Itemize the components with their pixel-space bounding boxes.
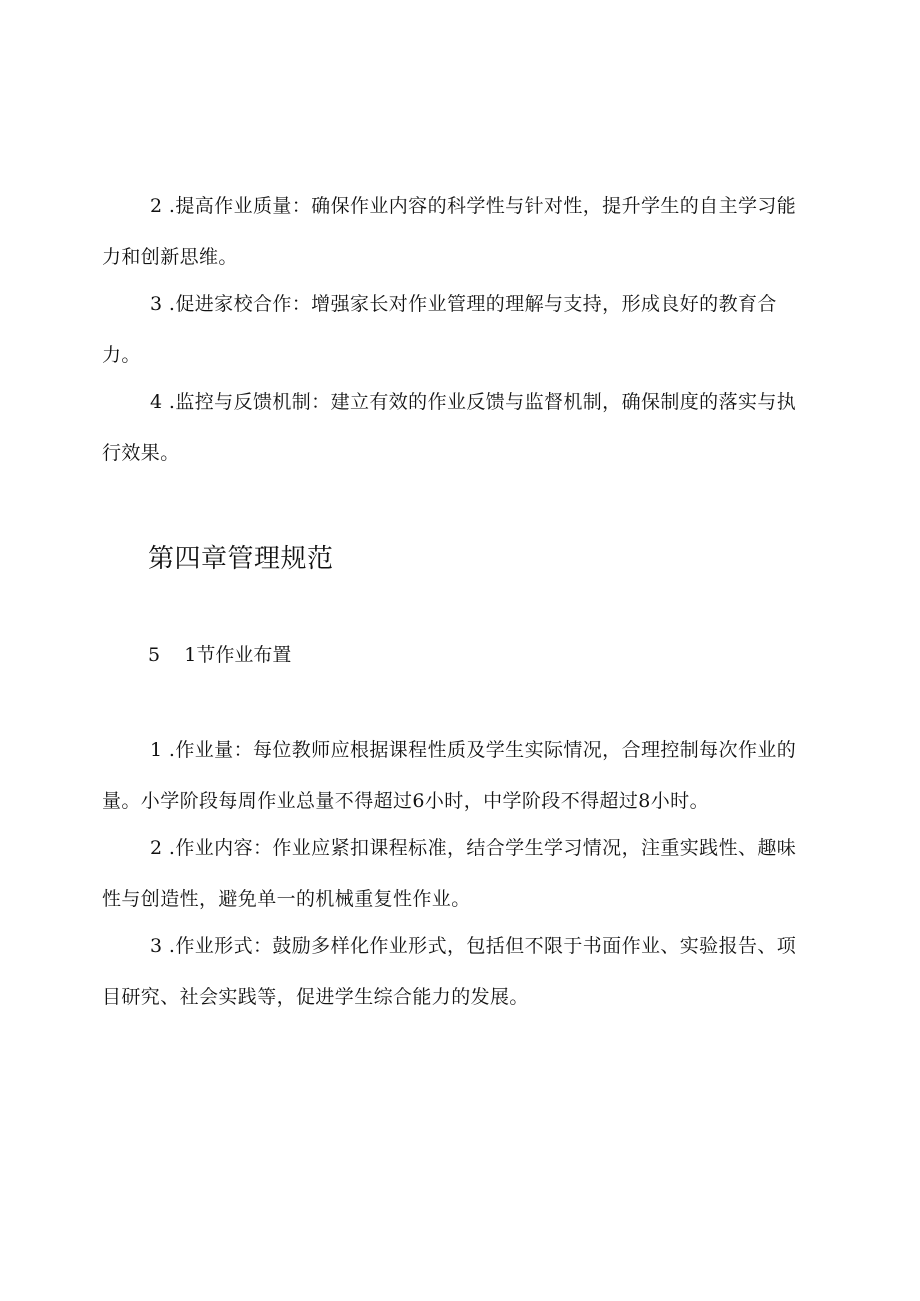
paragraph-feedback-mechanism: 4 .监控与反馈机制：建立有效的作业反馈与监督机制，确保制度的落实与执行效果。 xyxy=(102,391,797,464)
chapter-title: 第四章管理规范 xyxy=(148,544,334,574)
paragraph-homework-content: 2 .作业内容：作业应紧扣课程标准，结合学生学习情况，注重实践性、趣味性与创造性，避免单一的机械重复性作业。 xyxy=(102,837,797,910)
paragraph-homework-amount: 1 .作业量：每位教师应根据课程性质及学生实际情况，合理控制每次作业的量。小学阶段每周作业总量不得超过6小时，中学阶段不得超过8小时。 xyxy=(102,739,797,812)
paragraph-homework-form: 3 .作业形式：鼓励多样化作业形式，包括但不限于书面作业、实验报告、项目研究、社会实践等，促进学生综合能力的发展。 xyxy=(102,935,797,1008)
section-title: 5 1节作业布置 xyxy=(148,644,292,666)
paragraph-improve-quality: 2 .提高作业质量：确保作业内容的科学性与针对性，提升学生的自主学习能力和创新思维。 xyxy=(102,195,797,268)
paragraph-home-school-cooperation: 3 .促进家校合作：增强家长对作业管理的理解与支持，形成良好的教育合力。 xyxy=(102,293,777,366)
